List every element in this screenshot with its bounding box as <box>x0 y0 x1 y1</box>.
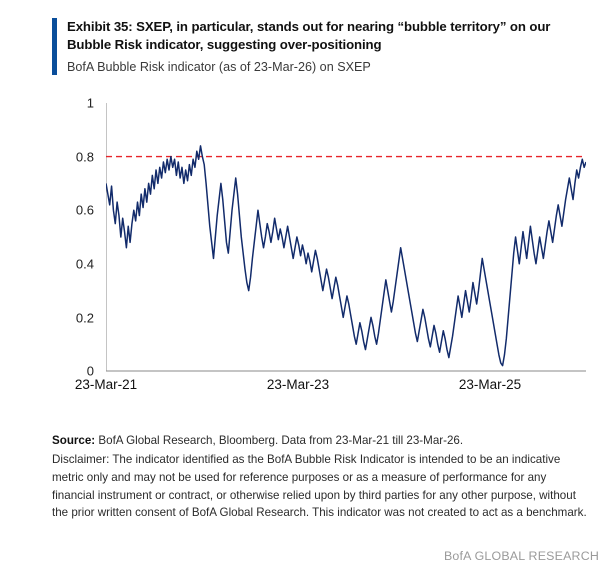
footer <box>52 432 591 522</box>
y-axis <box>22 85 106 389</box>
series-plot <box>106 103 586 373</box>
accent-bar <box>52 18 57 75</box>
x-tick-label: 23-Mar-25 <box>458 377 522 393</box>
chart-subtitle: BofA Bubble Risk indicator (as of 23-Mar-26) on SXEP <box>67 59 371 74</box>
y-tick-label: 0.2 <box>75 310 94 326</box>
y-tick-label: 0.6 <box>75 202 94 218</box>
y-tick-label: 0 <box>86 363 94 379</box>
header-text <box>67 18 591 75</box>
plot-region <box>106 103 586 371</box>
source-label: Source: <box>52 434 96 447</box>
brand-label: BofA GLOBAL RESEARCH <box>443 549 599 563</box>
page-title: Exhibit 35: SXEP, in particular, stands out for nearing “bubble territory” on our Bubble Risk indicator, suggesting over-positioning <box>67 19 551 52</box>
exhibit-header <box>52 18 591 75</box>
y-tick-label: 1 <box>86 95 94 111</box>
source-line <box>52 432 591 449</box>
chart-area <box>22 85 591 397</box>
x-tick-label: 23-Mar-21 <box>74 377 138 393</box>
y-tick-label: 0.4 <box>75 256 94 272</box>
data-series-line <box>106 146 586 366</box>
x-axis <box>22 377 591 401</box>
source-text: BofA Global Research, Bloomberg. Data from 23-Mar-21 till 23-Mar-26. <box>95 434 464 447</box>
disclaimer-text: Disclaimer: The indicator identified as the BofA Bubble Risk Indicator is intended to be an indicative metric only and may not be used for reference purposes or as a measure of performance for any financial instrument or contract, or otherwise relied upon by third parties for any other purpose, without the prior written consent of BofA Global Research. This indicator was not created to act as a benchmark. <box>52 453 587 520</box>
x-tick-label: 23-Mar-23 <box>266 377 330 393</box>
y-tick-label: 0.8 <box>75 149 94 165</box>
